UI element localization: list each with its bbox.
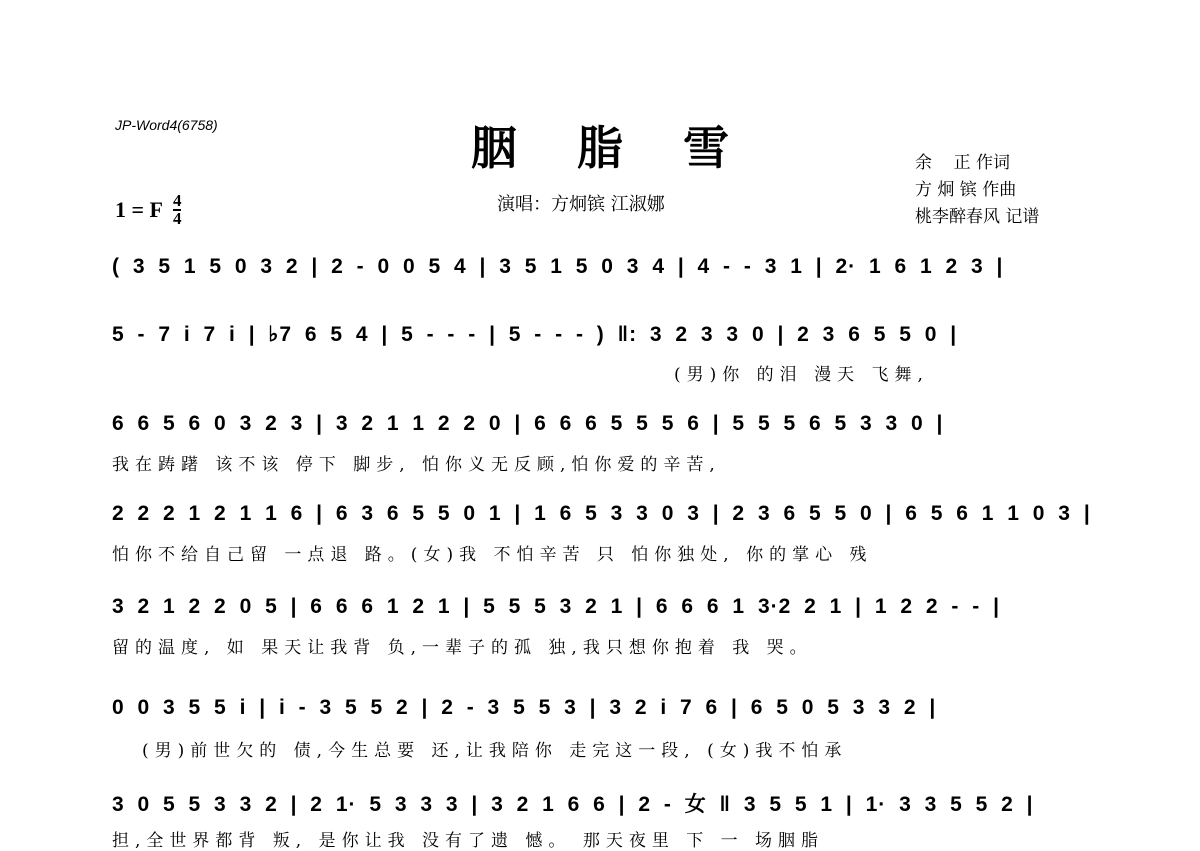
credit-transcriber: 桃李醉春风 记谱 [915, 207, 1040, 227]
notation-line: 6 6 5 6 0 3 2 3 | 3 2 1 1 2 2 0 | 6 6 6 5 5 5 6 | 5 5 5 6 5 3 3 0 | [112, 412, 944, 435]
key-label: 1 = F [115, 196, 163, 222]
system-1 [112, 255, 1092, 315]
lyric-line: 担,全世界都背 叛, 是你让我 没有了遗 憾。 那天夜里 下 一 场胭脂 [112, 831, 825, 851]
song-title: 胭脂雪 [471, 121, 789, 175]
time-signature-bottom: 4 [172, 209, 182, 228]
time-signature [173, 193, 182, 226]
system-5 [112, 595, 1092, 658]
singers: 演唱：方炯镔 江淑娜 [497, 194, 665, 215]
key-signature [115, 193, 181, 226]
notation-line: 2 2 2 1 2 1 1 6 | 6 3 6 5 5 0 1 | 1 6 5 3 3 0 3 | 2 3 6 5 5 0 | 6 5 6 1 1 0 3 | [112, 502, 1091, 525]
system-4 [112, 502, 1092, 565]
system-7 [112, 788, 1092, 850]
time-signature-top: 4 [172, 191, 182, 210]
system-2 [112, 322, 1092, 385]
notation-line: 3 2 1 2 2 0 5 | 6 6 6 1 2 1 | 5 5 5 3 2 1 | 6 6 6 1 3·2 2 1 | 1 2 2 - - | [112, 595, 1000, 618]
lyric-line: (男)你 的泪 漫天 飞舞, [674, 365, 929, 385]
system-3 [112, 412, 1092, 475]
lyric-line: (男)前世欠的 债,今生总要 还,让我陪你 走完这一段, (女)我不怕承 [142, 741, 848, 761]
credit-composer: 方 炯 镔 作曲 [915, 180, 1017, 200]
notation-line: 5 - 7 i 7 i | ♭7 6 5 4 | 5 - - - | 5 - - - ) ‖: 3 2 3 3 0 | 2 3 6 5 5 0 | [112, 323, 958, 346]
lyric-line: 怕你不给自己留 一点退 路。(女)我 不怕辛苦 只 怕你独处, 你的掌心 残 [112, 545, 873, 565]
notation-line: 0 0 3 5 5 i | i - 3 5 5 2 | 2 - 3 5 5 3 | 3 2 i 7 6 | 6 5 0 5 3 3 2 | [112, 696, 937, 719]
lyric-line: 留的温度, 如 果天让我背 负,一辈子的孤 独,我只想你抱着 我 哭。 [112, 638, 813, 658]
credit-lyricist: 余 正 作词 [915, 153, 1011, 173]
system-6 [112, 696, 1092, 761]
notation-line: ( 3 5 1 5 0 3 2 | 2 - 0 0 5 4 | 3 5 1 5 0 3 4 | 4 - - 3 1 | 2· 1 6 1 2 3 | [112, 255, 1004, 278]
credits [915, 150, 1039, 231]
notation-line: 3 0 5 5 3 3 2 | 2 1· 5 3 3 3 | 3 2 1 6 6 | 2 - 女 ‖ 3 5 5 1 | 1· 3 3 5 5 2 | [112, 793, 1034, 816]
watermark: JP-Word4(6758) [115, 117, 218, 133]
lyric-line: 我在踌躇 该不该 停下 脚步, 怕你义无反顾,怕你爱的辛苦, [112, 455, 721, 475]
